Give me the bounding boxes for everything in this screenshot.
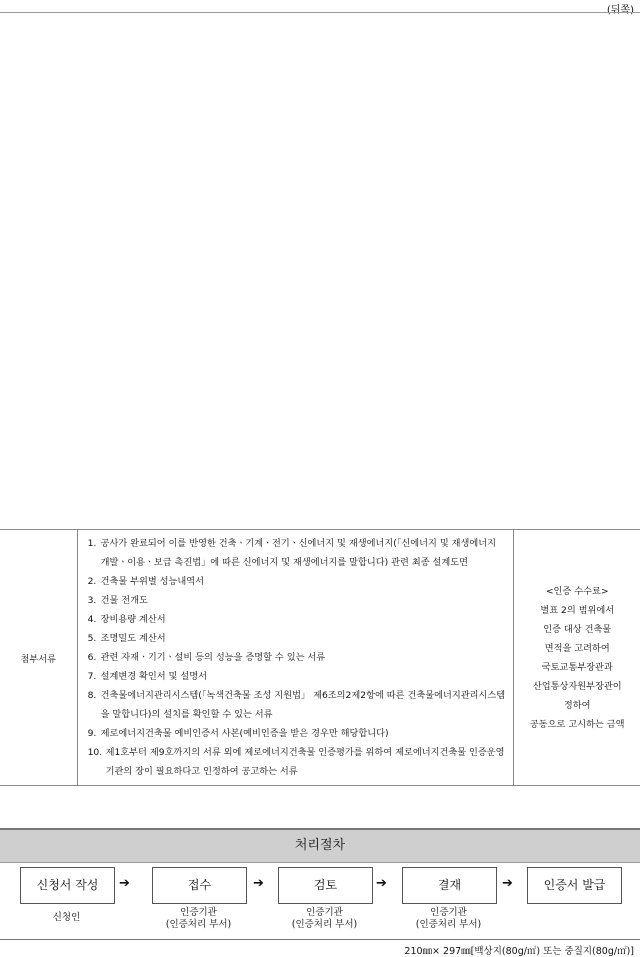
step-write-application: 신청서 작성	[20, 867, 115, 904]
attachments-table	[0, 529, 640, 786]
item-text: 제1호부터 제9호까지의 서류 외에 제로에너지건축물 인증평가를 위하여 제로에너지건축물 인증운영기관의 장이 필요하다고 인정하여 공고하는 서류	[105, 747, 505, 777]
attachments-label: 첨부서류	[0, 530, 77, 786]
item-number: 5.	[87, 633, 97, 644]
attachment-item	[88, 610, 508, 629]
item-text: 공사가 완료되어 이를 반영한 건축ㆍ기계ㆍ전기ㆍ신에너지 및 재생에너지(「신에너지 및 재생에너지 개발ㆍ이용ㆍ보급 촉진법」에 따른 신에너지 및 재생에너지를 말합니다) 관련 최종 설계도면	[100, 538, 496, 568]
step-actor	[271, 907, 378, 931]
item-number: 10.	[87, 747, 103, 758]
item-number: 6.	[87, 652, 97, 663]
step-receipt: 접수	[152, 867, 247, 904]
procedure-title: 처리절차	[0, 828, 640, 863]
fee-line: 인증 대상 건축물	[543, 623, 612, 635]
fee-title: <인증 수수료>	[545, 585, 609, 597]
attachment-item	[88, 591, 508, 610]
certification-fee	[514, 530, 640, 786]
attachment-item	[88, 667, 508, 686]
item-number: 2.	[87, 576, 97, 587]
fee-line: 공동으로 고시하는 금액	[529, 718, 625, 730]
arrow-right-icon: ➔	[119, 876, 130, 891]
item-text: 관련 자재ㆍ기기ㆍ설비 등의 성능을 증명할 수 있는 서류	[100, 652, 326, 663]
step-review: 검토	[278, 867, 373, 904]
item-number: 9.	[87, 728, 97, 739]
item-text: 건축물 부위별 성능내역서	[100, 576, 205, 587]
actor-org: 인증기관	[306, 907, 343, 918]
attachment-item	[88, 629, 508, 648]
paper-spec: 210㎜× 297㎜[백상지(80g/㎡) 또는 중질지(80g/㎡)]	[404, 946, 634, 957]
fee-line: 정하여	[563, 699, 591, 711]
arrow-right-icon: ➔	[502, 876, 513, 891]
attachment-item	[88, 724, 508, 743]
back-side-label: (뒤쪽)	[606, 5, 634, 16]
actor-dept: (인증처리 부서)	[165, 919, 232, 930]
item-number: 1.	[87, 538, 97, 549]
attachment-item	[88, 572, 508, 591]
fee-line: 산업통상자원부장관이	[532, 680, 622, 692]
attachment-item	[88, 534, 508, 572]
attachment-item	[88, 686, 508, 724]
item-text: 설계변경 확인서 및 설명서	[100, 671, 207, 682]
item-text: 건축물에너지관리시스템(「녹색건축물 조성 지원법」 제6조의2제2항에 따른 건축물에너지관리시스템을 말합니다)의 설치를 확인할 수 있는 서류	[100, 690, 506, 720]
item-text: 제로에너지건축물 예비인증서 사본(예비인증을 받은 경우만 해당합니다)	[100, 728, 389, 739]
arrow-right-icon: ➔	[253, 876, 264, 891]
fee-line: 국토교통부장관과	[541, 661, 613, 673]
fee-line: 별표 2의 범위에서	[540, 604, 615, 616]
bottom-divider	[0, 939, 640, 940]
item-text: 건물 전개도	[100, 595, 148, 606]
step-issue-certificate: 인증서 발급	[527, 867, 622, 904]
step-actor: 신청인	[52, 912, 81, 923]
actor-org: 인증기관	[180, 907, 217, 918]
actor-dept: (인증처리 부서)	[415, 919, 482, 930]
step-approval: 결재	[402, 867, 497, 904]
step-actor	[145, 907, 252, 931]
attachment-item	[88, 743, 508, 781]
step-actor	[395, 907, 502, 931]
item-text: 조명밀도 계산서	[100, 633, 166, 644]
item-number: 7.	[87, 671, 97, 682]
item-number: 3.	[87, 595, 97, 606]
item-number: 8.	[87, 690, 97, 701]
item-number: 4.	[87, 614, 97, 625]
fee-line: 면적을 고려하여	[544, 642, 610, 654]
actor-dept: (인증처리 부서)	[291, 919, 358, 930]
actor-org: 인증기관	[430, 907, 467, 918]
top-divider	[0, 12, 640, 13]
arrow-right-icon: ➔	[376, 876, 387, 891]
attachments-list	[77, 530, 514, 786]
item-text: 장비용량 계산서	[100, 614, 166, 625]
attachment-item	[88, 648, 508, 667]
